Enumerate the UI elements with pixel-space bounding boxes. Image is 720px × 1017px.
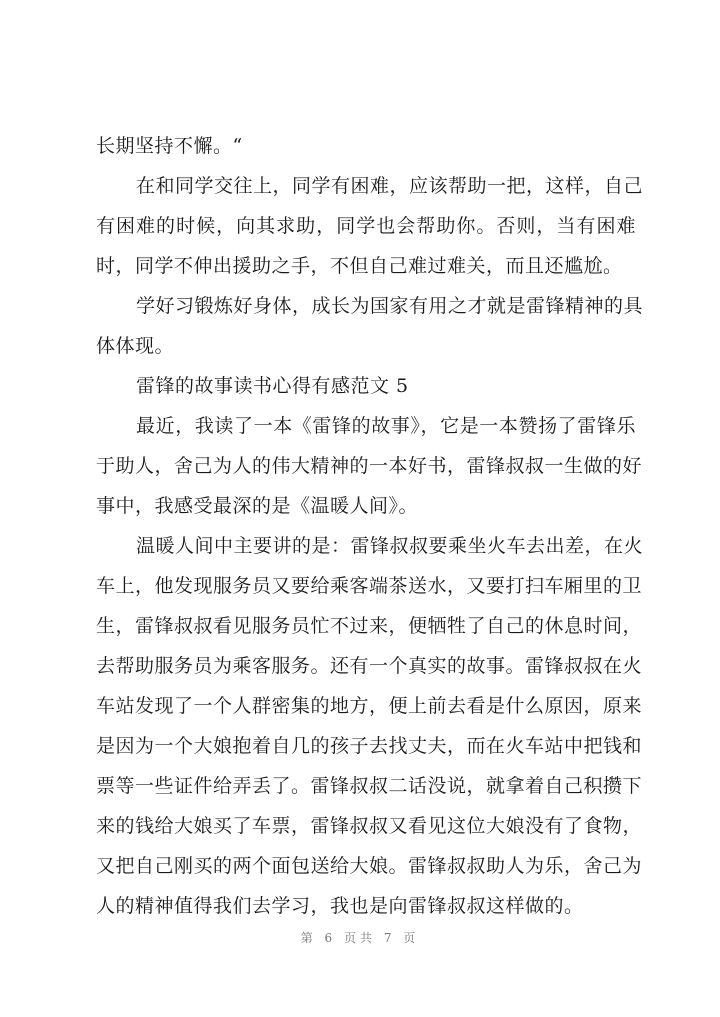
section-heading: 雷锋的故事读书心得有感范文 5 (136, 375, 409, 397)
page-number-footer: 第 6 页共 7 页 (300, 931, 420, 945)
text-line: 于助人，舍己为人的伟大精神的一本好书，雷锋叔叔一生做的好 (96, 455, 643, 477)
text-line: 人的精神值得我们去学习，我也是向雷锋叔叔这样做的。 (96, 895, 584, 917)
text-line: 时，同学不伸出援助之手，不但自己难过难关，而且还尴尬。 (96, 255, 623, 277)
text-line: 是因为一个大娘抱着自几的孩子去找丈夫，而在火车站中把钱和 (96, 735, 643, 757)
text-line: 生，雷锋叔叔看见服务员忙不过来，便牺牲了自己的休息时间， (96, 615, 643, 637)
text-line: 有困难的时候，向其求助，同学也会帮助你。否则，当有困难 (96, 215, 636, 237)
text-line: 车站发现了一个人群密集的地方，便上前去看是什么原因，原来 (96, 695, 643, 717)
text-line: 来的钱给大娘买了车票，雷锋叔叔又看见这位大娘没有了食物， (96, 815, 643, 837)
text-line: 又把自己刚买的两个面包送给大娘。雷锋叔叔助人为乐，舍己为 (96, 855, 643, 877)
text-line: 事中，我感受最深的是《温暖人间》。 (96, 495, 419, 517)
text-line: 在和同学交往上，同学有困难，应该帮助一把，这样，自己 (136, 175, 644, 197)
text-line: 最近，我读了一本《雷锋的故事》，它是一本赞扬了雷锋乐 (136, 415, 636, 437)
text-line: 车上，他发现服务员又要给乘客端茶送水，又要打扫车厢里的卫 (96, 575, 643, 597)
text-line: 温暖人间中主要讲的是：雷锋叔叔要乘坐火车去出差，在火 (136, 535, 644, 557)
text-line: 体体现。 (96, 335, 175, 357)
text-line: 长期坚持不懈。“ (96, 135, 243, 157)
text-line: 票等一些证件给弄丢了。雷锋叔叔二话没说，就拿着自己积攒下 (96, 775, 643, 797)
text-line: 学好习锻炼好身体，成长为国家有用之才就是雷锋精神的具 (136, 295, 644, 317)
text-line: 去帮助服务员为乘客服务。还有一个真实的故事。雷锋叔叔在火 (96, 655, 643, 677)
